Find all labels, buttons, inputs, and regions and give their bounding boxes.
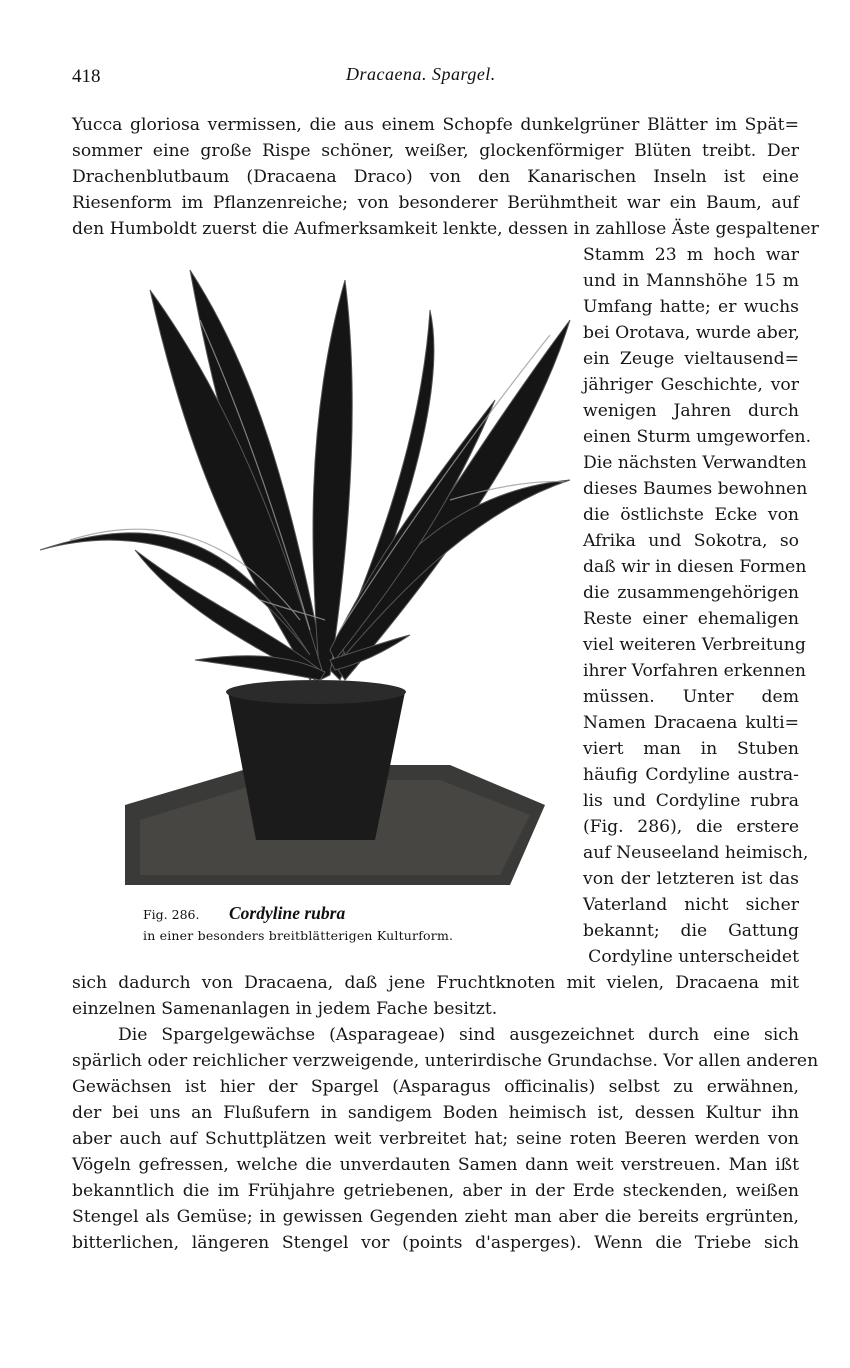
side-text-line: (Fig. 286), die erstere (583, 817, 799, 837)
text-line: den Humboldt zuerst die Aufmerksamkeit lenkte, dessen in zahllose Äste gespaltener (72, 219, 819, 239)
side-text-line: und in Mannshöhe 15 m (583, 271, 799, 291)
side-text-line: Stamm 23 m hoch war (583, 245, 799, 265)
text-line: Vögeln gefressen, welche die unverdauten Samen dann weit verstreuen. Man ißt (72, 1155, 799, 1175)
text-line: einzelnen Samenanlagen in jedem Fache besitzt. (72, 999, 498, 1019)
side-text-line: ein Zeuge vieltausend= (583, 349, 799, 369)
side-text-line: Afrika und Sokotra, so (583, 531, 799, 551)
text-line: aber auch auf Schuttplätzen weit verbreitet hat; seine roten Beeren werden von (72, 1129, 799, 1149)
side-text-line: lis und Cordyline rubra (583, 791, 799, 811)
side-text-line: auf Neuseeland heimisch, (583, 843, 809, 863)
text-line: spärlich oder reichlicher verzweigende, unterirdische Grundachse. Vor allen anderen (72, 1051, 819, 1071)
text-line: bekanntlich die im Frühjahre getriebenen, aber in der Erde steckenden, weißen (72, 1181, 799, 1201)
text-line: der bei uns an Flußufern in sandigem Boden heimisch ist, dessen Kultur ihn (72, 1103, 799, 1123)
text-line: Yucca gloriosa vermissen, die aus einem Schopfe dunkelgrüner Blätter im Spät= (72, 115, 799, 135)
flower-pot (228, 692, 405, 840)
side-text-line: bei Orotava, wurde aber, (583, 323, 800, 343)
side-text-line: Umfang hatte; er wuchs (583, 297, 799, 317)
text-line: Riesenform im Pflanzenreiche; von besonderer Berühmtheit war ein Baum, auf (72, 193, 799, 213)
side-text-line: Vaterland nicht sicher (583, 895, 799, 915)
text-line: sommer eine große Rispe schöner, weißer, glockenförmiger Blüten treibt. Der (72, 141, 799, 161)
text-line: Die Spargelgewächse (Asparageae) sind ausgezeichnet durch eine sich (118, 1025, 799, 1045)
side-text-line: Die nächsten Verwandten (583, 453, 807, 473)
side-text-line: Cordyline unterscheidet (588, 947, 799, 967)
figure-label: Fig. 286. (143, 907, 200, 922)
page-number: 418 (72, 66, 101, 87)
side-text-line: wenigen Jahren durch (583, 401, 799, 421)
text-line: bitterlichen, längeren Stengel vor (points d'asperges). Wenn die Triebe sich (72, 1233, 799, 1253)
side-text-line: häufig Cordyline austra- (583, 765, 799, 785)
side-text-line: viert man in Stuben (583, 739, 799, 759)
side-text-line: Namen Dracaena kulti= (583, 713, 799, 733)
side-text-line: müssen. Unter dem (583, 687, 799, 707)
plant-illustration (30, 260, 575, 895)
side-text-line: die zusammengehörigen (583, 583, 799, 603)
side-text-line: ihrer Vorfahren erkennen (583, 661, 806, 681)
side-text-line: einen Sturm umgeworfen. (583, 427, 812, 447)
text-line: Gewächsen ist hier der Spargel (Asparagus officinalis) selbst zu erwähnen, (72, 1077, 799, 1097)
text-line: Stengel als Gemüse; in gewissen Gegenden zieht man aber die bereits ergrünten, (72, 1207, 799, 1227)
side-text-line: daß wir in diesen Formen (583, 557, 807, 577)
text-line: Drachenblutbaum (Dracaena Draco) von den Kanarischen Inseln ist eine (72, 167, 799, 187)
running-head: Dracaena. Spargel. (346, 64, 496, 84)
side-text-line: dieses Baumes bewohnen (583, 479, 808, 499)
side-text-line: von der letzteren ist das (583, 869, 799, 889)
side-text-line: Reste einer ehemaligen (583, 609, 799, 629)
text-line: sich dadurch von Dracaena, daß jene Fruchtknoten mit vielen, Dracaena mit (72, 973, 799, 993)
side-text-line: jähriger Geschichte, vor (583, 375, 799, 395)
side-text-line: viel weiteren Verbreitung (583, 635, 806, 655)
side-text-line: bekannt; die Gattung (583, 921, 799, 941)
figure-subtitle: in einer besonders breitblätterigen Kulturform. (143, 928, 454, 943)
figure-title: Cordyline rubra (229, 903, 346, 923)
side-text-line: die östlichste Ecke von (583, 505, 799, 525)
